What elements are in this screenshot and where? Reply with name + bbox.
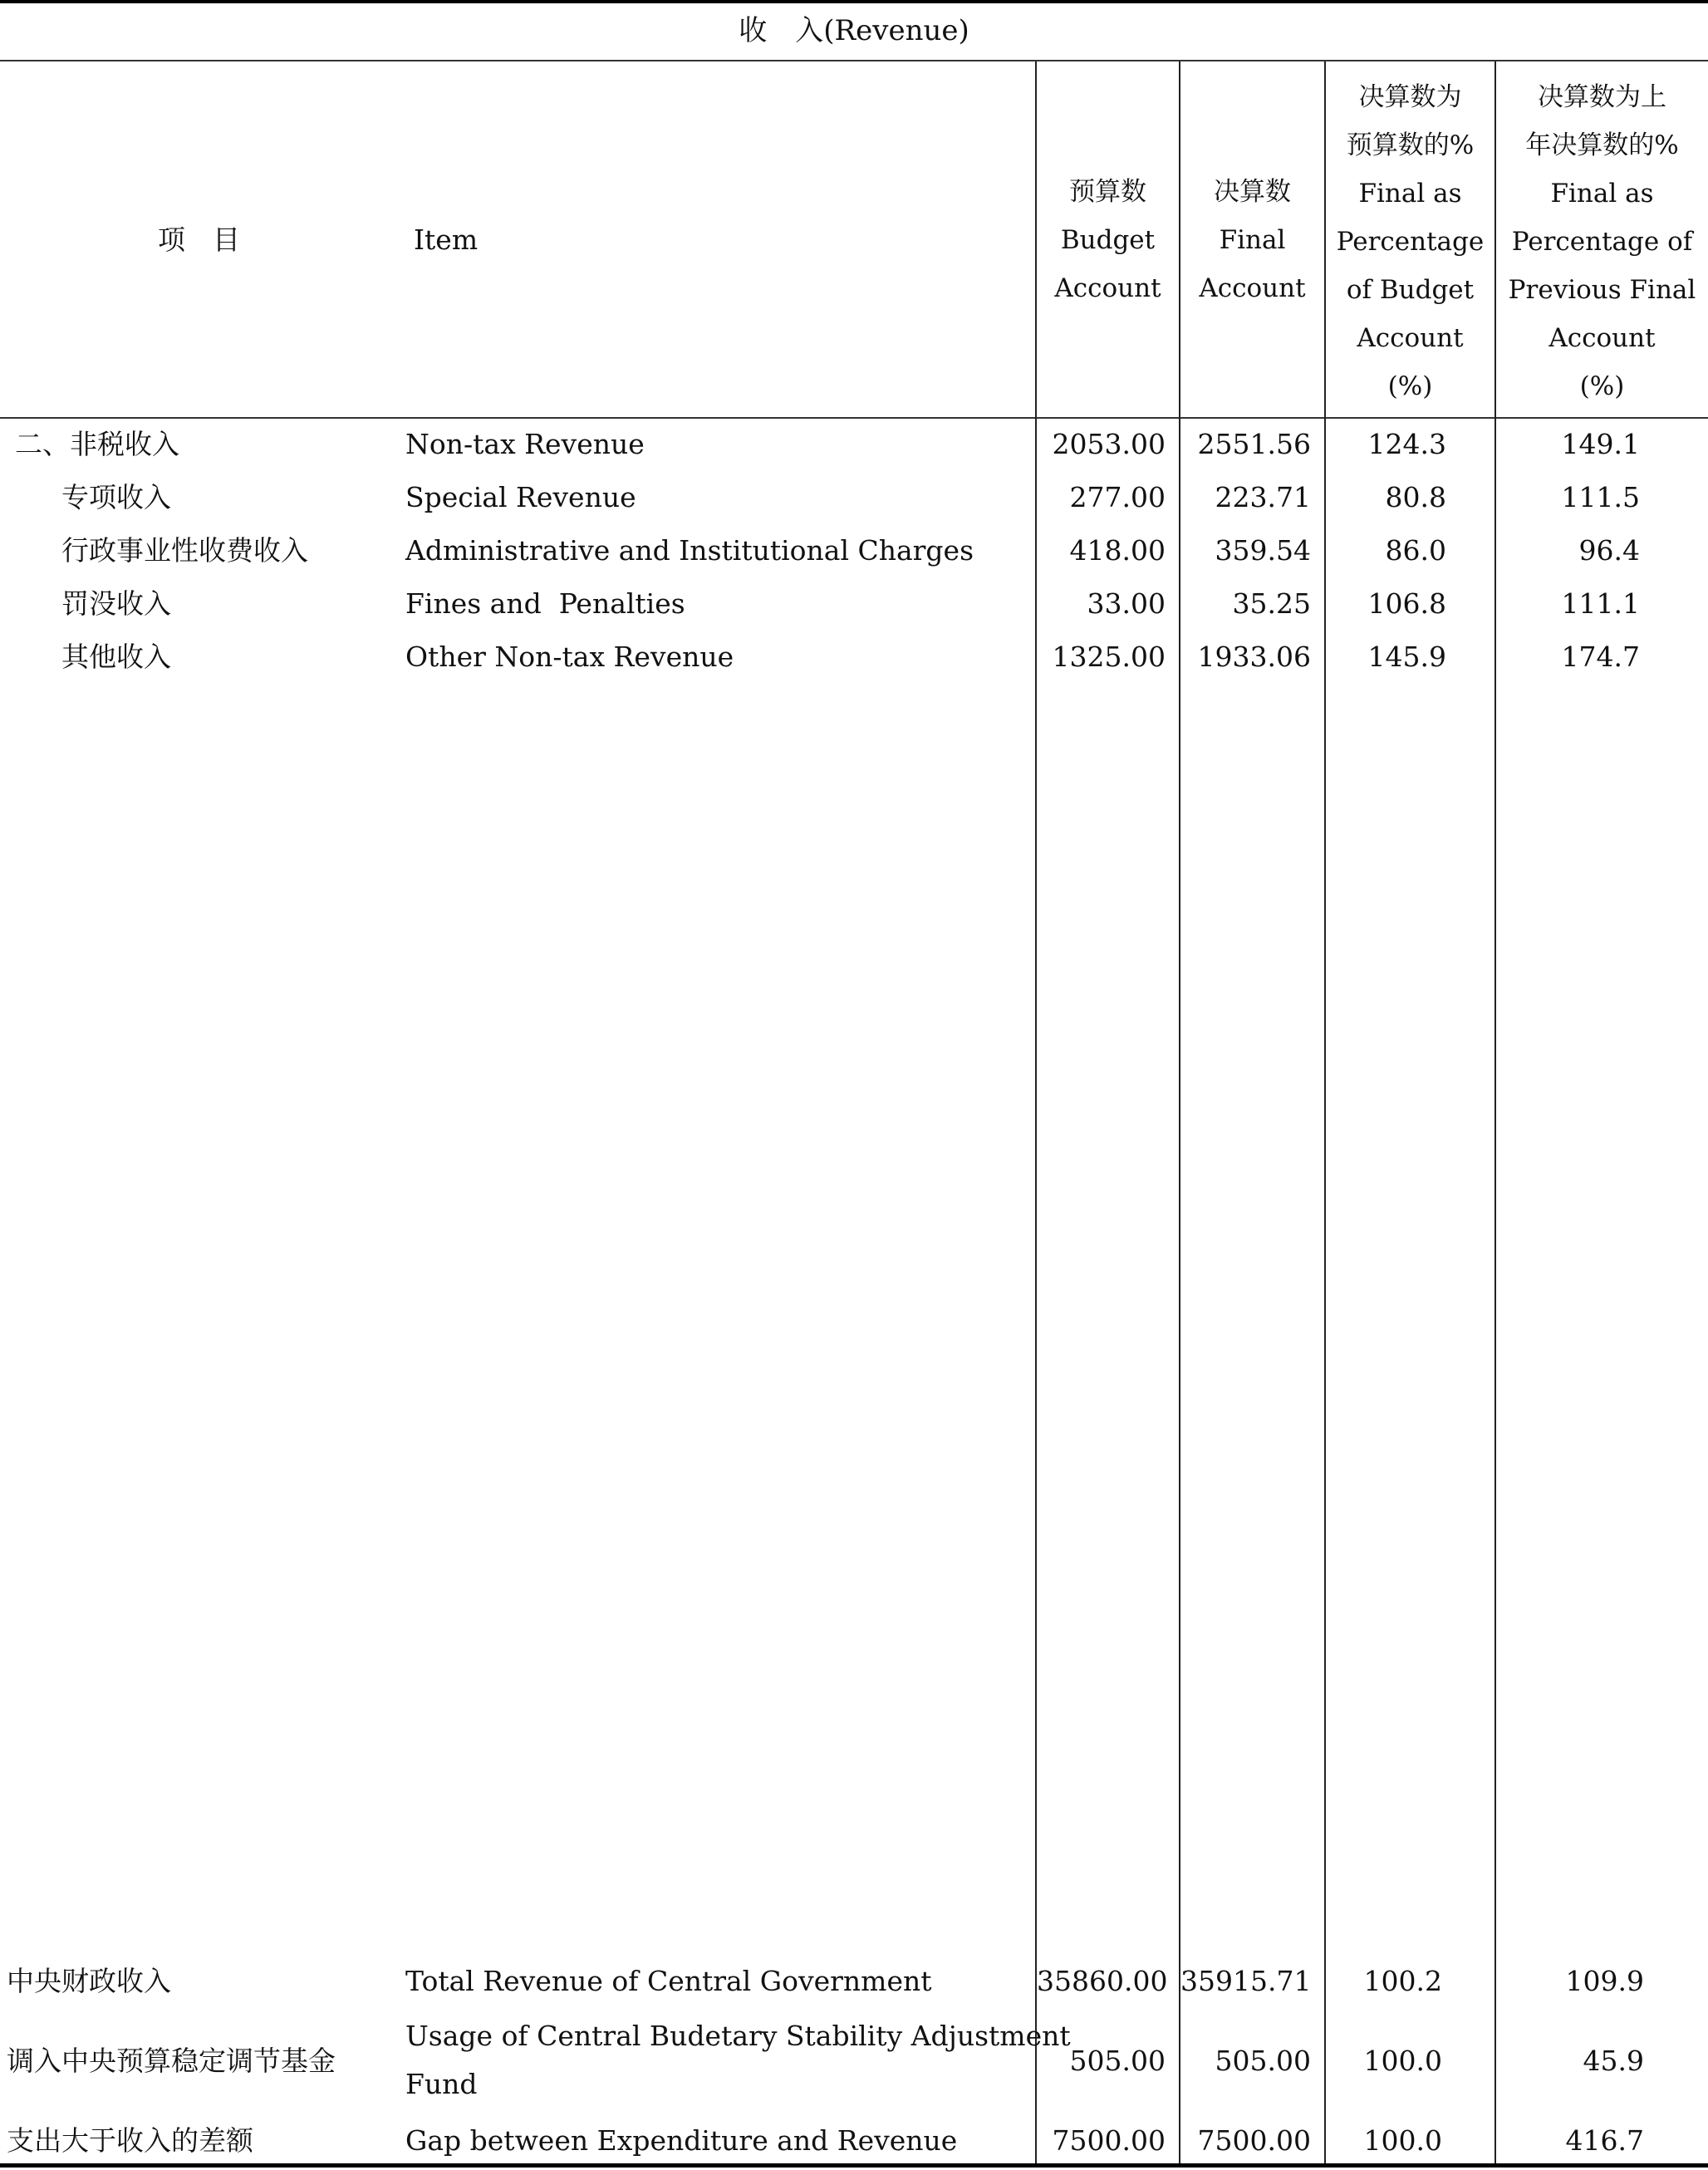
cell-final: 359.54 [1215, 534, 1311, 567]
row-label-en: Total Revenue of Central Government [405, 1965, 932, 1997]
header-pct-prev-line: Final as [1550, 179, 1654, 209]
title-underline [0, 60, 1708, 61]
top-rule [0, 0, 1708, 3]
header-pct-prev-line: Percentage of [1511, 227, 1693, 257]
cell-pct-prev: 111.5 [1561, 481, 1640, 513]
row-label-en: Special Revenue [405, 481, 636, 513]
header-item-zh: 项 目 [158, 223, 240, 256]
cell-pct-budget: 100.0 [1363, 2045, 1442, 2077]
row-label-en: Other Non-tax Revenue [405, 641, 734, 673]
cell-budget: 418.00 [1069, 534, 1166, 567]
cell-final: 7500.00 [1197, 2124, 1311, 2157]
cell-final: 2551.56 [1197, 428, 1311, 460]
cell-pct-budget: 106.8 [1367, 587, 1446, 620]
cell-pct-prev: 416.7 [1565, 2124, 1644, 2157]
cell-pct-budget: 100.2 [1363, 1965, 1442, 1997]
cell-final: 35.25 [1232, 587, 1311, 620]
header-pct-prev-line: 决算数为上 [1538, 82, 1666, 112]
header-pct-budget-line: Percentage [1336, 227, 1485, 257]
cell-pct-prev: 109.9 [1565, 1965, 1644, 1997]
cell-pct-budget: 86.0 [1385, 534, 1446, 567]
header-final-zh: 决算数 [1214, 177, 1291, 207]
header-pct-budget [1326, 73, 1494, 410]
cell-pct-prev: 174.7 [1561, 641, 1640, 673]
header-final-en1: Final [1219, 225, 1286, 255]
row-label-zh: 调入中央预算稳定调节基金 [7, 2045, 336, 2077]
row-label-zh: 二、非税收入 [15, 428, 179, 460]
row-label-zh: 罚没收入 [61, 587, 171, 620]
cell-pct-prev: 45.9 [1583, 2045, 1644, 2077]
header-final [1180, 168, 1324, 312]
row-label-en: Gap between Expenditure and Revenue [405, 2124, 958, 2157]
cell-budget: 277.00 [1069, 481, 1166, 513]
section-title: 收 入(Revenue) [739, 14, 969, 47]
header-pct-prev-line: Previous Final [1508, 275, 1696, 305]
header-budget [1037, 168, 1179, 312]
header-pct-budget-line: 预算数的% [1346, 130, 1475, 160]
bottom-rule [0, 2163, 1708, 2168]
header-pct-budget-line: Final as [1358, 179, 1462, 209]
cell-pct-prev: 111.1 [1561, 587, 1640, 620]
header-underline [0, 417, 1708, 419]
cell-budget: 7500.00 [1052, 2124, 1166, 2157]
header-pct-budget-line: (%) [1387, 371, 1433, 401]
row-label-zh: 中央财政收入 [7, 1965, 171, 1997]
cell-final: 223.71 [1215, 481, 1311, 513]
row-label-zh: 支出大于收入的差额 [7, 2124, 253, 2157]
row-label-en-line2: Fund [405, 2068, 478, 2100]
header-pct-prev-line: (%) [1579, 371, 1625, 401]
header-item-en: Item [414, 223, 479, 256]
header-pct-prev-line: Account [1548, 323, 1656, 353]
cell-budget: 505.00 [1069, 2045, 1166, 2077]
row-label-en: Non-tax Revenue [405, 428, 645, 460]
row-label-en: Fines and Penalties [405, 587, 685, 620]
cell-pct-prev: 96.4 [1578, 534, 1640, 567]
cell-budget: 33.00 [1087, 587, 1166, 620]
row-label-zh: 行政事业性收费收入 [61, 534, 308, 567]
cell-budget: 2053.00 [1052, 428, 1166, 460]
header-pct-budget-line: Account [1357, 323, 1464, 353]
cell-final: 505.00 [1215, 2045, 1311, 2077]
header-budget-en1: Budget [1060, 225, 1156, 255]
cell-pct-budget: 124.3 [1367, 428, 1446, 460]
row-label-zh: 专项收入 [61, 481, 171, 513]
header-pct-budget-line: of Budget [1346, 275, 1475, 305]
cell-final: 1933.06 [1197, 641, 1311, 673]
cell-pct-prev: 149.1 [1561, 428, 1640, 460]
header-pct-prev [1496, 73, 1708, 410]
cell-budget: 35860.00 [1037, 1965, 1168, 1997]
cell-pct-budget: 80.8 [1385, 481, 1446, 513]
cell-pct-budget: 100.0 [1363, 2124, 1442, 2157]
cell-budget: 1325.00 [1052, 641, 1166, 673]
header-pct-prev-line: 年决算数的% [1525, 130, 1679, 160]
header-budget-en2: Account [1054, 273, 1161, 303]
row-label-en-line1: Usage of Central Budetary Stability Adjustment [405, 2020, 1071, 2052]
cell-final: 35915.71 [1180, 1965, 1312, 1997]
column-divider [1035, 61, 1037, 2163]
row-label-zh: 其他收入 [61, 641, 171, 673]
header-pct-budget-line: 决算数为 [1358, 82, 1462, 112]
cell-pct-budget: 145.9 [1367, 641, 1446, 673]
header-budget-zh: 预算数 [1069, 177, 1146, 207]
row-label-en: Administrative and Institutional Charges [405, 534, 974, 567]
column-divider [1179, 61, 1180, 2163]
header-final-en2: Account [1199, 273, 1306, 303]
